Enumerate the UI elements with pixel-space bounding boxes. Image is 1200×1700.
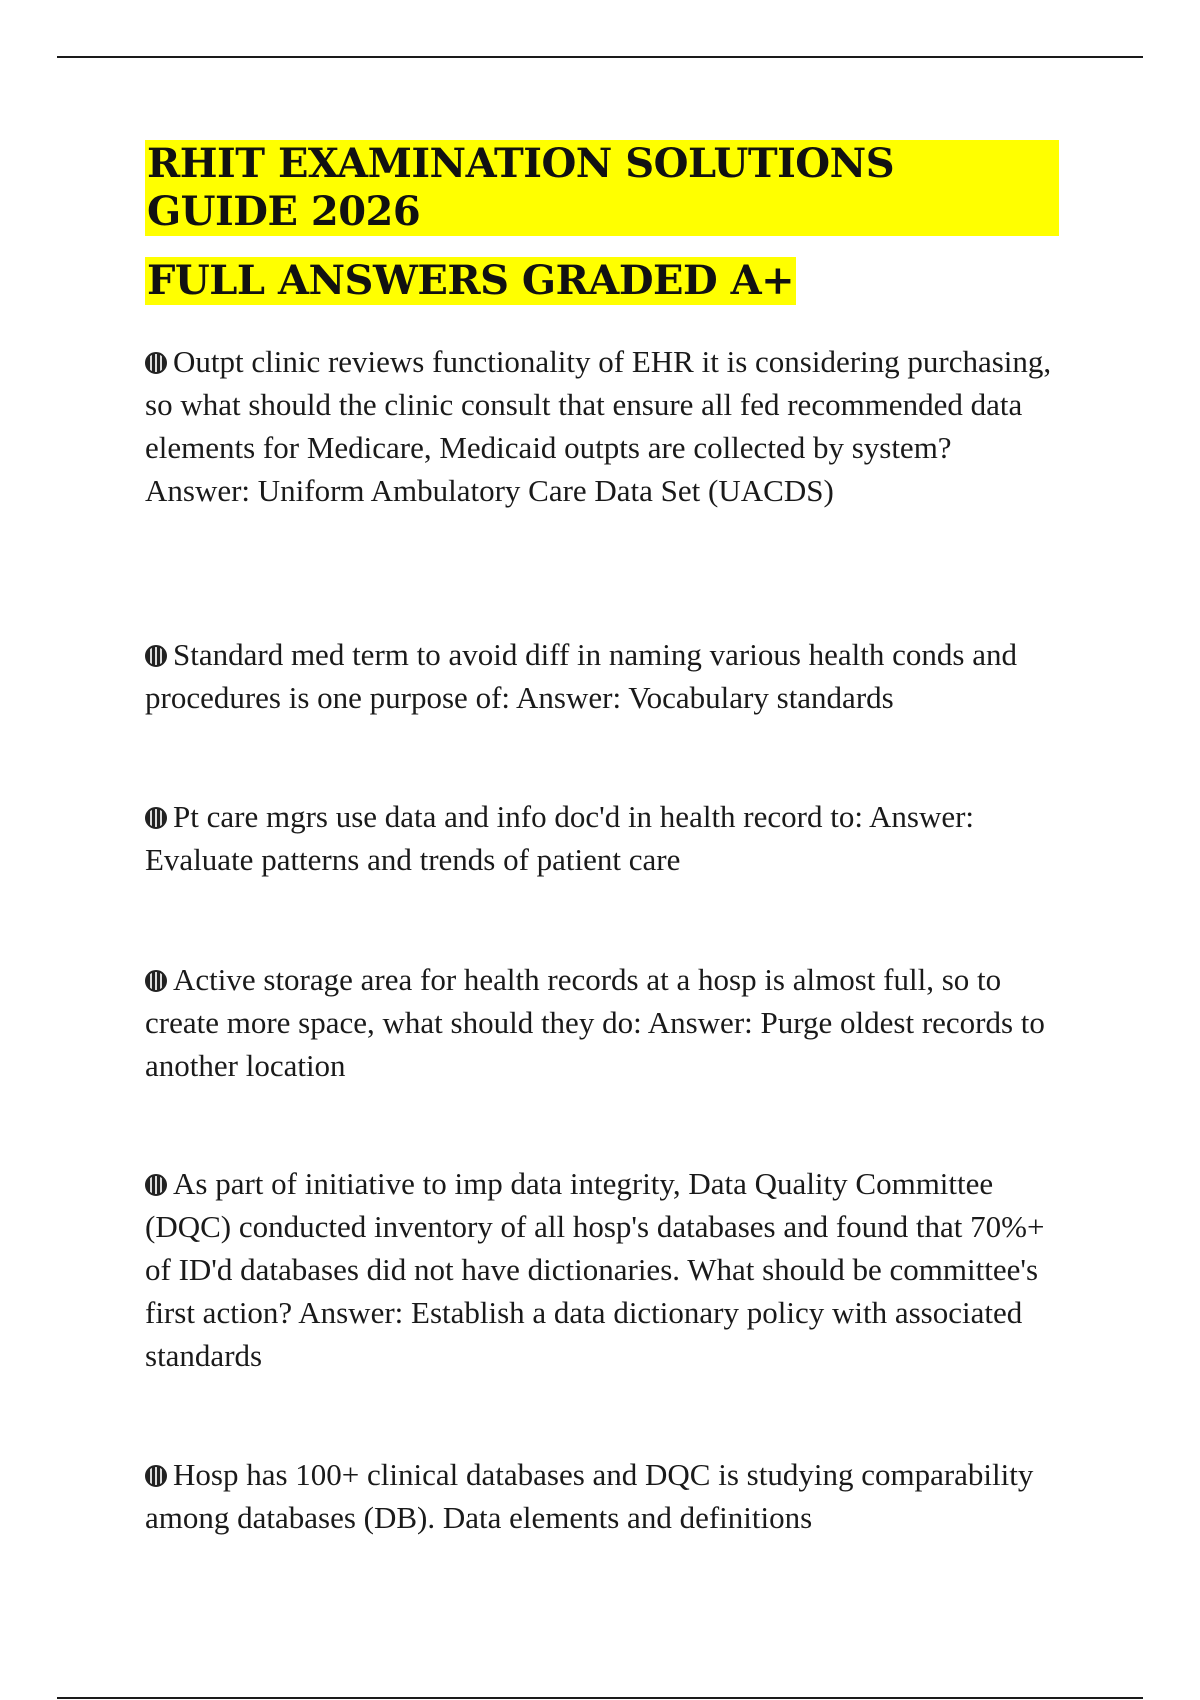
qa-item-3 bbox=[145, 795, 1060, 881]
qa-item-text: Active storage area for health records at a hosp is almost full, so to create more space, what should they do: Answer: Purge oldest records to another location bbox=[145, 962, 1045, 1083]
title-line-2: FULL ANSWERS GRADED A+ bbox=[147, 257, 795, 304]
qa-item-5 bbox=[145, 1162, 1060, 1377]
qa-item-1 bbox=[145, 340, 1060, 512]
qa-item-6 bbox=[145, 1453, 1060, 1539]
circle-bullet-icon bbox=[145, 1174, 167, 1196]
qa-item-text: Pt care mgrs use data and info doc'd in health record to: Answer: Evaluate patterns and trends of patient care bbox=[145, 799, 975, 877]
circle-bullet-icon bbox=[145, 807, 167, 829]
document-title bbox=[145, 140, 1145, 319]
circle-bullet-icon bbox=[145, 970, 167, 992]
qa-item-2 bbox=[145, 633, 1060, 719]
qa-item-text: As part of initiative to imp data integrity, Data Quality Committee (DQC) conducted inventory of all hosp's databases and found that 70%+ of ID'd databases did not have dictionaries. What should be committee's first action? Answer: Establish a data dictionary policy with associated standards bbox=[145, 1166, 1045, 1373]
bottom-divider bbox=[57, 1697, 1143, 1699]
circle-bullet-icon bbox=[145, 645, 167, 667]
circle-bullet-icon bbox=[145, 352, 167, 374]
qa-item-text: Hosp has 100+ clinical databases and DQC is studying comparability among databases (DB). Data elements and definitions bbox=[145, 1457, 1034, 1535]
qa-item-text: Outpt clinic reviews functionality of EHR it is considering purchasing, so what should the clinic consult that ensure all fed recommended data elements for Medicare, Medicaid outpts are collected by system? Answer: Uniform Ambulatory Care Data Set (UACDS) bbox=[145, 344, 1052, 508]
qa-item-4 bbox=[145, 958, 1060, 1087]
qa-item-text: Standard med term to avoid diff in naming various health conds and procedures is one purpose of: Answer: Vocabulary standards bbox=[145, 637, 1017, 715]
top-divider bbox=[57, 56, 1143, 58]
title-line-1: RHIT EXAMINATION SOLUTIONS GUIDE 2026 bbox=[145, 140, 1059, 236]
circle-bullet-icon bbox=[145, 1465, 167, 1487]
